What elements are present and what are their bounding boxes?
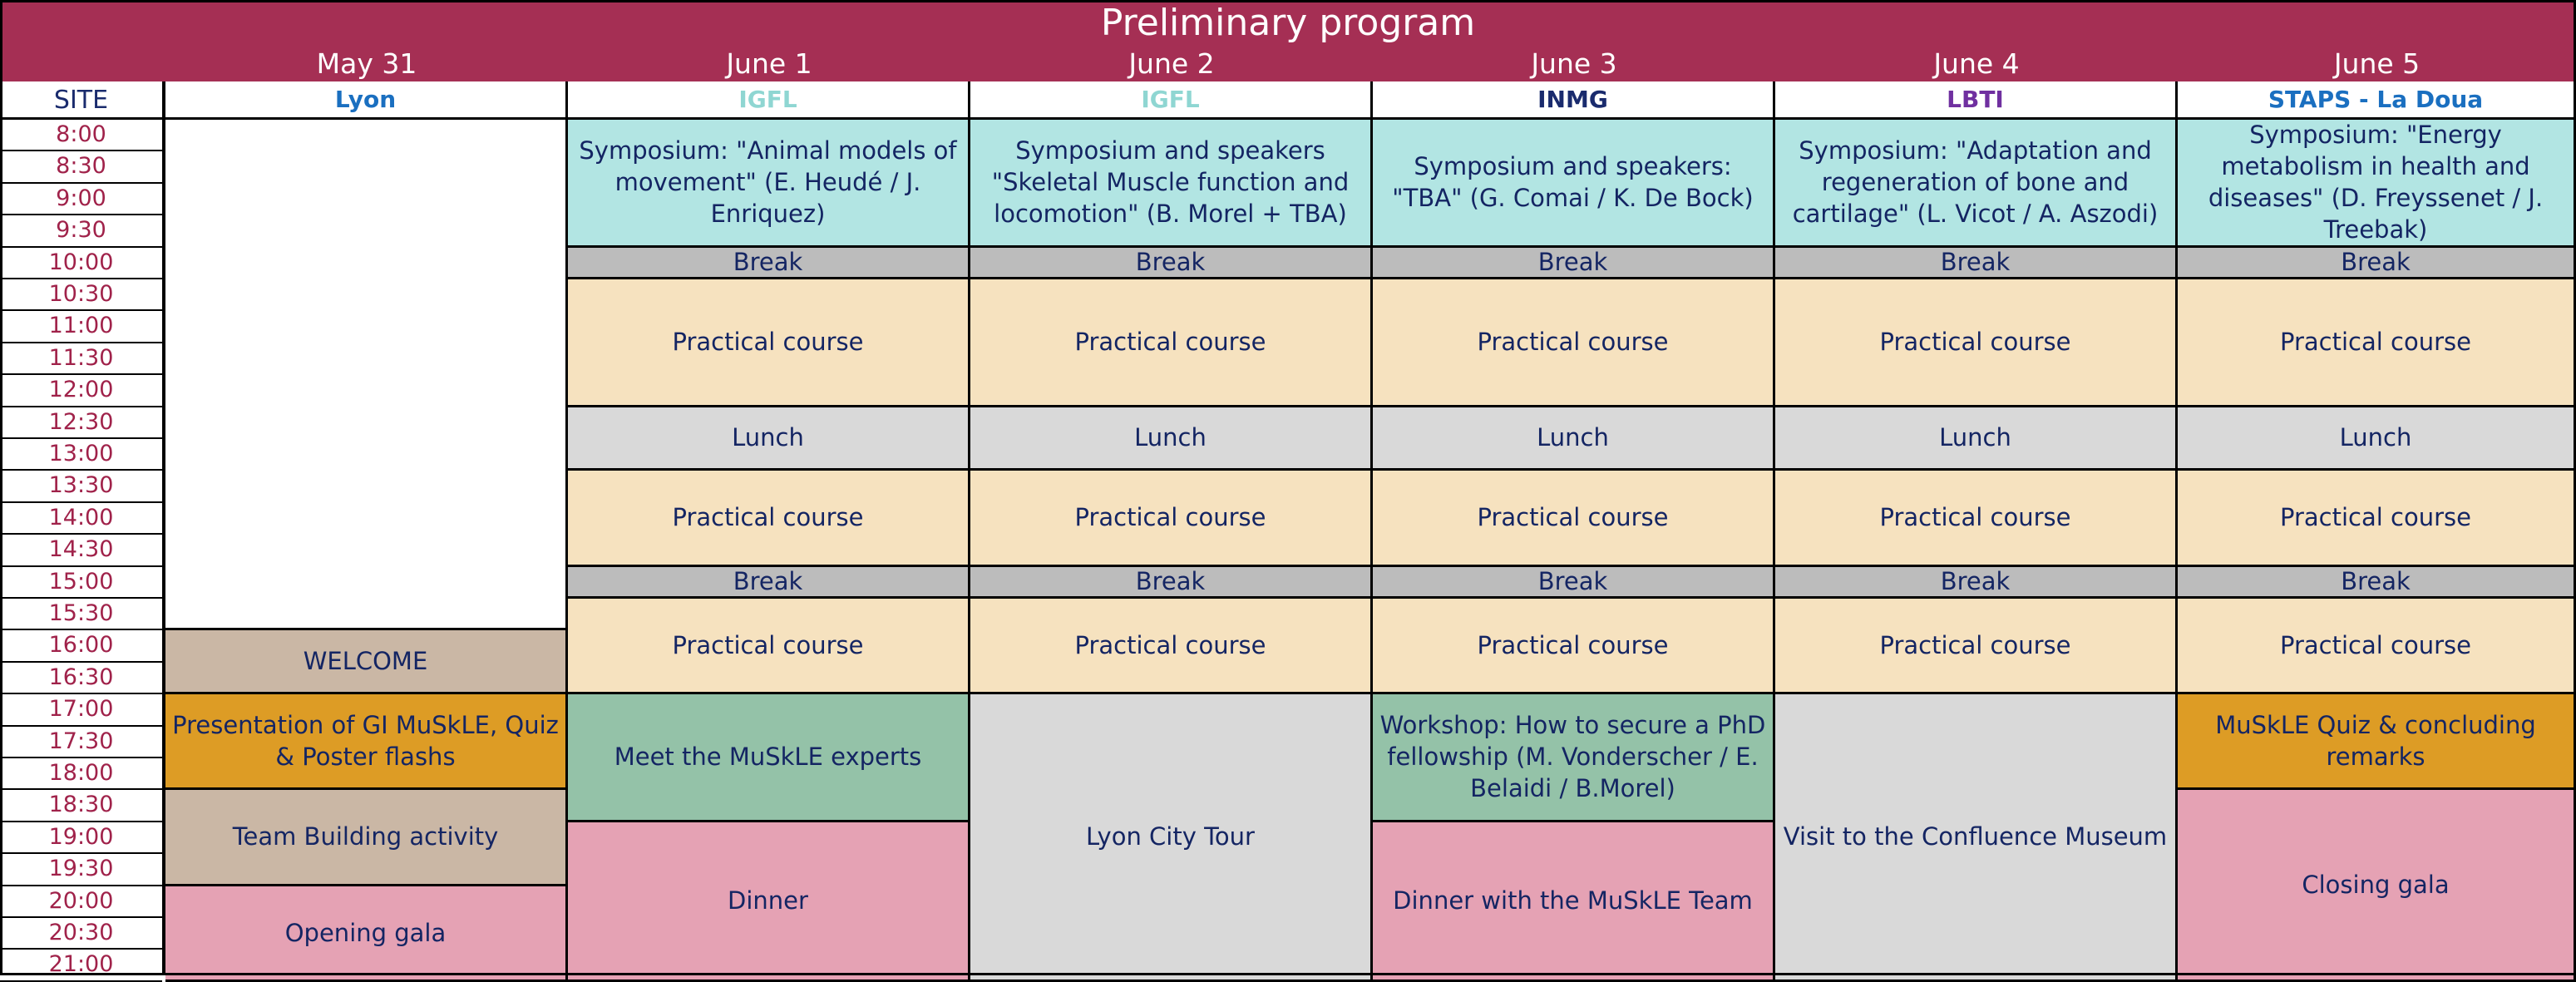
time-label: 12:00	[0, 375, 162, 407]
event-cell: Practical course	[970, 279, 1373, 407]
time-label: 17:00	[0, 694, 162, 726]
event-cell: Symposium and speakers: "TBA" (G. Comai / K. De Bock)	[1373, 120, 1775, 248]
time-label: 21:00	[0, 950, 162, 981]
time-label: 16:30	[0, 663, 162, 694]
event-cell: Practical course	[568, 599, 970, 694]
event-cell: Practical course	[1775, 471, 2178, 566]
event-cell: Break	[568, 567, 970, 599]
day-header: June 2	[1128, 47, 1215, 80]
event-cell: Presentation of GI MuSkLE, Quiz & Poster flashs	[165, 694, 568, 790]
event-cell: Practical course	[2178, 471, 2576, 566]
day-header: June 1	[726, 47, 812, 80]
time-label: 19:30	[0, 854, 162, 886]
event-cell: Practical course	[1373, 279, 1775, 407]
time-label: 9:00	[0, 184, 162, 215]
event-cell: Dinner with the MuSkLE Team	[1373, 822, 1775, 982]
event-cell: Visit to the Confluence Museum	[1775, 694, 2178, 982]
time-column	[0, 81, 165, 978]
event-cell: Break	[1775, 248, 2178, 279]
event-cell: Break	[1373, 567, 1775, 599]
site-header: SITE	[0, 81, 162, 120]
event-cell: Practical course	[568, 279, 970, 407]
time-label: 18:30	[0, 790, 162, 822]
day-header: May 31	[316, 47, 417, 80]
event-cell: Practical course	[1775, 599, 2178, 694]
page-title: Preliminary program	[1100, 2, 1476, 44]
event-cell: Break	[1775, 567, 2178, 599]
event-cell: MuSkLE Quiz & concluding remarks	[2178, 694, 2576, 790]
event-cell: Break	[970, 567, 1373, 599]
event-cell: Practical course	[2178, 279, 2576, 407]
event-cell: Team Building activity	[165, 790, 568, 886]
event-cell: Lunch	[2178, 407, 2576, 471]
day-header: June 3	[1531, 47, 1617, 80]
empty-cell	[165, 120, 568, 630]
event-cell: Break	[2178, 248, 2576, 279]
event-cell: Break	[568, 248, 970, 279]
site-name: IGFL	[970, 81, 1373, 120]
time-label: 17:30	[0, 727, 162, 758]
time-label: 8:30	[0, 151, 162, 183]
day-header: June 5	[2333, 47, 2421, 80]
event-cell: WELCOME	[165, 630, 568, 694]
time-label: 20:00	[0, 886, 162, 918]
site-name: STAPS - La Doua	[2178, 81, 2576, 120]
event-cell: Break	[970, 248, 1373, 279]
event-cell: Practical course	[970, 599, 1373, 694]
event-cell: Symposium: "Animal models of movement" (E. Heudé / J. Enriquez)	[568, 120, 970, 248]
event-cell: Practical course	[970, 471, 1373, 566]
event-cell: Lunch	[568, 407, 970, 471]
time-label: 9:30	[0, 215, 162, 247]
site-name: IGFL	[568, 81, 970, 120]
time-label: 15:00	[0, 567, 162, 599]
event-cell: Symposium: "Adaptation and regeneration of bone and cartilage" (L. Vicot / A. Aszodi)	[1775, 120, 2178, 248]
day-header: June 4	[1933, 47, 2020, 80]
event-cell: Break	[1373, 248, 1775, 279]
event-cell: Practical course	[2178, 599, 2576, 694]
event-cell: Closing gala	[2178, 790, 2576, 981]
site-name: Lyon	[165, 81, 568, 120]
time-label: 14:30	[0, 535, 162, 566]
event-cell: Practical course	[1373, 471, 1775, 566]
time-label: 13:00	[0, 439, 162, 471]
event-cell: Symposium: "Energy metabolism in health and diseases" (D. Freyssenet / J. Treebak)	[2178, 120, 2576, 248]
event-cell: Lyon City Tour	[970, 694, 1373, 982]
time-label: 19:00	[0, 822, 162, 854]
time-label: 11:00	[0, 311, 162, 343]
event-cell: Symposium and speakers "Skeletal Muscle function and locomotion" (B. Morel + TBA)	[970, 120, 1373, 248]
event-cell: Practical course	[568, 471, 970, 566]
event-cell: Opening gala	[165, 886, 568, 982]
time-label: 13:30	[0, 471, 162, 502]
event-cell: Practical course	[1775, 279, 2178, 407]
event-cell: Lunch	[1775, 407, 2178, 471]
time-label: 10:30	[0, 279, 162, 311]
event-cell: Workshop: How to secure a PhD fellowship (M. Vonderscher / E. Belaidi / B.Morel)	[1373, 694, 1775, 822]
event-cell: Dinner	[568, 822, 970, 982]
time-label: 16:00	[0, 630, 162, 662]
event-cell: Lunch	[1373, 407, 1775, 471]
time-label: 10:00	[0, 248, 162, 279]
schedule-grid	[0, 81, 2576, 978]
time-label: 11:30	[0, 343, 162, 375]
time-label: 14:00	[0, 503, 162, 535]
time-label: 12:30	[0, 407, 162, 439]
event-cell: Break	[2178, 567, 2576, 599]
time-label: 8:00	[0, 120, 162, 151]
time-label: 20:30	[0, 918, 162, 950]
time-label: 18:00	[0, 758, 162, 790]
time-label: 15:30	[0, 599, 162, 630]
event-cell: Practical course	[1373, 599, 1775, 694]
site-name: LBTI	[1775, 81, 2178, 120]
site-name: INMG	[1373, 81, 1775, 120]
event-cell: Lunch	[970, 407, 1373, 471]
event-cell: Meet the MuSkLE experts	[568, 694, 970, 822]
